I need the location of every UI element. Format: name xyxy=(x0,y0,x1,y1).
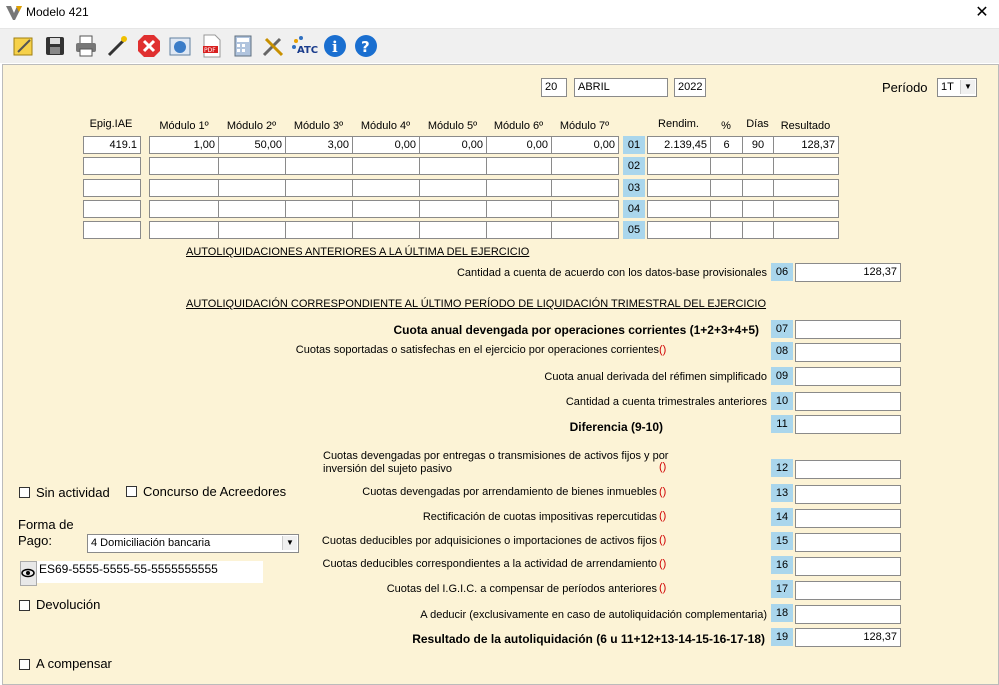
sin-actividad-label: Sin actividad xyxy=(36,485,110,500)
line-13-label: Cuotas devengadas por arrendamiento de bienes inmuebles xyxy=(362,486,657,498)
line-19-label: Resultado de la autoliquidación (6 u 11+12+13-14-15-16-17-18) xyxy=(412,632,765,646)
line-09-number: 09 xyxy=(771,367,793,385)
line-14-paren[interactable]: () xyxy=(659,510,667,522)
line-15-field[interactable] xyxy=(795,533,901,552)
window-title: Modelo 421 xyxy=(26,5,89,19)
line-16-number: 16 xyxy=(771,556,793,574)
col-resultado: Resultado xyxy=(780,120,831,132)
row-03-pct[interactable] xyxy=(710,179,743,197)
line-10-field[interactable] xyxy=(795,392,901,411)
line-15-paren[interactable]: () xyxy=(659,534,667,546)
svg-text:?: ? xyxy=(361,38,370,56)
row-01-modulo-7[interactable]: 0,00 xyxy=(551,136,619,154)
devolucion-checkbox[interactable] xyxy=(19,600,30,611)
row-05-dias[interactable] xyxy=(742,221,774,239)
row-03-rendim[interactable] xyxy=(647,179,711,197)
line-08-field[interactable] xyxy=(795,343,901,362)
line-07-label: Cuota anual devengada por operaciones corrientes (1+2+3+4+5) xyxy=(393,323,759,337)
row-05-modulo-6[interactable] xyxy=(486,221,552,239)
row-05-epig[interactable] xyxy=(83,221,141,239)
chevron-down-icon[interactable]: ▼ xyxy=(282,536,297,550)
cancel-icon[interactable] xyxy=(136,33,162,59)
col-rendim: Rendim. xyxy=(658,118,699,130)
forma-pago-label-1: Forma de xyxy=(18,517,74,532)
title-bar xyxy=(0,0,999,29)
row-03-modulo-2[interactable] xyxy=(218,179,286,197)
row-02-number: 02 xyxy=(623,157,645,175)
row-03-resultado[interactable] xyxy=(773,179,839,197)
col-modulo-5: Módulo 5º xyxy=(427,120,478,132)
line-08-number: 08 xyxy=(771,342,793,360)
row-02-pct[interactable] xyxy=(710,157,743,175)
print-icon[interactable] xyxy=(73,33,99,59)
col-pct: % xyxy=(721,120,731,132)
line-16-label: Cuotas deducibles correspondientes a la actividad de arrendamiento xyxy=(322,558,657,570)
row-01-resultado[interactable]: 128,37 xyxy=(773,136,839,154)
forma-pago-value: 4 Domiciliación bancaria xyxy=(91,537,211,549)
row-04-modulo-5[interactable] xyxy=(419,200,487,218)
forma-pago-label-2: Pago: xyxy=(18,533,52,548)
row-02-modulo-2[interactable] xyxy=(218,157,286,175)
row-04-rendim[interactable] xyxy=(647,200,711,218)
row-05-modulo-2[interactable] xyxy=(218,221,286,239)
line-17-label: Cuotas del I.G.I.C. a compensar de períodos anteriores xyxy=(386,583,657,595)
row-03-modulo-1[interactable] xyxy=(149,179,219,197)
row-01-modulo-1[interactable]: 1,00 xyxy=(149,136,219,154)
line-10-label: Cantidad a cuenta trimestrales anteriores xyxy=(565,396,767,408)
row-04-modulo-7[interactable] xyxy=(551,200,619,218)
line-19-field[interactable]: 128,37 xyxy=(795,628,901,647)
line-12-label-2: inversión del sujeto pasivo xyxy=(323,463,453,475)
section1-title: AUTOLIQUIDACIONES ANTERIORES A LA ÚLTIMA DEL EJERCICIO xyxy=(186,246,530,258)
row-05-number: 05 xyxy=(623,221,645,239)
line-18-number: 18 xyxy=(771,604,793,622)
line-09-label: Cuota anual derivada del réfimen simplificado xyxy=(544,371,767,383)
line-13-paren[interactable]: () xyxy=(659,486,667,498)
row-02-modulo-7[interactable] xyxy=(551,157,619,175)
line-14-label: Rectificación de cuotas impositivas repercutidas xyxy=(422,511,657,523)
row-04-modulo-3[interactable] xyxy=(285,200,353,218)
periodo-label: Período xyxy=(882,80,928,95)
a-compensar-checkbox[interactable] xyxy=(19,659,30,670)
chevron-down-icon[interactable]: ▼ xyxy=(960,80,975,94)
svg-text:PDF: PDF xyxy=(204,47,216,54)
row-03-modulo-5[interactable] xyxy=(419,179,487,197)
col-modulo-7: Módulo 7º xyxy=(559,120,610,132)
a-compensar-label: A compensar xyxy=(36,656,112,671)
line-08-label: Cuotas soportadas o satisfechas en el ejercicio por operaciones corrientes xyxy=(295,344,659,356)
toolbar xyxy=(0,29,999,63)
row-05-modulo-4[interactable] xyxy=(352,221,420,239)
app-logo-icon xyxy=(6,6,22,20)
col-modulo-3: Módulo 3º xyxy=(293,120,344,132)
col-modulo-6: Módulo 6º xyxy=(493,120,544,132)
col-modulo-4: Módulo 4º xyxy=(360,120,411,132)
line-08-paren[interactable]: () xyxy=(659,344,667,356)
row-01-number: 01 xyxy=(623,136,645,154)
row-01-modulo-4[interactable]: 0,00 xyxy=(352,136,420,154)
sin-actividad-checkbox[interactable] xyxy=(19,487,30,498)
line-06-number: 06 xyxy=(771,263,793,281)
line-15-label: Cuotas deducibles por adquisiciones o importaciones de activos fijos xyxy=(321,535,657,547)
eye-icon[interactable] xyxy=(20,561,37,586)
row-04-epig[interactable] xyxy=(83,200,141,218)
line-13-field[interactable] xyxy=(795,485,901,504)
help-icon[interactable] xyxy=(353,33,379,59)
row-02-dias[interactable] xyxy=(742,157,774,175)
row-05-modulo-7[interactable] xyxy=(551,221,619,239)
row-01-pct[interactable]: 6 xyxy=(710,136,743,154)
row-05-modulo-1[interactable] xyxy=(149,221,219,239)
row-05-modulo-3[interactable] xyxy=(285,221,353,239)
row-02-rendim[interactable] xyxy=(647,157,711,175)
row-05-resultado[interactable] xyxy=(773,221,839,239)
row-03-number: 03 xyxy=(623,179,645,197)
line-10-number: 10 xyxy=(771,392,793,410)
svg-text:ATC: ATC xyxy=(297,45,319,56)
col-epig: Epig.IAE xyxy=(89,118,133,130)
line-19-number: 19 xyxy=(771,628,793,646)
line-06-label: Cantidad a cuenta de acuerdo con los datos-base provisionales xyxy=(456,267,767,279)
col-dias: Días xyxy=(746,118,769,130)
row-01-modulo-2[interactable]: 50,00 xyxy=(218,136,286,154)
pdf-icon[interactable] xyxy=(198,33,224,59)
row-04-dias[interactable] xyxy=(742,200,774,218)
row-01-modulo-5[interactable]: 0,00 xyxy=(419,136,487,154)
notes-icon[interactable] xyxy=(10,33,36,59)
line-17-number: 17 xyxy=(771,580,793,598)
row-05-rendim[interactable] xyxy=(647,221,711,239)
line-09-field[interactable] xyxy=(795,367,901,386)
row-03-modulo-4[interactable] xyxy=(352,179,420,197)
atc-icon[interactable] xyxy=(290,33,320,59)
close-button[interactable]: ✕ xyxy=(975,4,989,21)
svg-text:i: i xyxy=(332,38,338,56)
iban-field[interactable]: ES69-5555-5555-55-5555555555 xyxy=(37,561,263,583)
line-17-field[interactable] xyxy=(795,581,901,600)
devolucion-label: Devolución xyxy=(36,597,101,612)
line-18-label: A deducir (exclusivamente en caso de autoliquidación complementaria) xyxy=(420,609,767,621)
forma-pago-select[interactable] xyxy=(87,534,299,553)
line-12-paren[interactable]: () xyxy=(659,461,667,473)
col-modulo-1: Módulo 1º xyxy=(159,120,209,132)
row-01-modulo-3[interactable]: 3,00 xyxy=(285,136,353,154)
row-03-modulo-7[interactable] xyxy=(551,179,619,197)
line-11-number: 11 xyxy=(771,415,793,433)
line-17-paren[interactable]: () xyxy=(659,582,667,594)
line-12-field[interactable] xyxy=(795,460,901,479)
row-02-modulo-4[interactable] xyxy=(352,157,420,175)
row-04-modulo-2[interactable] xyxy=(218,200,286,218)
row-05-pct[interactable] xyxy=(710,221,743,239)
line-12-number: 12 xyxy=(771,459,793,477)
line-11-field[interactable] xyxy=(795,415,901,434)
row-02-modulo-5[interactable] xyxy=(419,157,487,175)
line-14-number: 14 xyxy=(771,508,793,526)
row-02-epig[interactable] xyxy=(83,157,141,175)
row-04-modulo-6[interactable] xyxy=(486,200,552,218)
row-02-modulo-6[interactable] xyxy=(486,157,552,175)
row-05-modulo-5[interactable] xyxy=(419,221,487,239)
row-04-modulo-1[interactable] xyxy=(149,200,219,218)
periodo-select[interactable] xyxy=(937,78,977,97)
row-01-dias[interactable]: 90 xyxy=(742,136,774,154)
line-07-field[interactable] xyxy=(795,320,901,339)
row-02-resultado[interactable] xyxy=(773,157,839,175)
line-16-field[interactable] xyxy=(795,557,901,576)
line-12-label-1: Cuotas devengadas por entregas o transmisiones de activos fijos y por xyxy=(323,450,669,462)
row-03-modulo-3[interactable] xyxy=(285,179,353,197)
line-06-field[interactable]: 128,37 xyxy=(795,263,901,282)
row-01-rendim[interactable]: 2.139,45 xyxy=(647,136,711,154)
line-18-field[interactable] xyxy=(795,605,901,624)
wand-icon[interactable] xyxy=(104,33,130,59)
calculator-icon[interactable] xyxy=(230,33,256,59)
tools-icon[interactable] xyxy=(260,33,286,59)
row-03-epig[interactable] xyxy=(83,179,141,197)
row-04-pct[interactable] xyxy=(710,200,743,218)
row-04-modulo-4[interactable] xyxy=(352,200,420,218)
row-03-modulo-6[interactable] xyxy=(486,179,552,197)
row-04-resultado[interactable] xyxy=(773,200,839,218)
line-15-number: 15 xyxy=(771,532,793,550)
info-icon[interactable] xyxy=(322,33,348,59)
col-modulo-2: Módulo 2º xyxy=(226,120,277,132)
periodo-value: 1T xyxy=(941,81,954,93)
line-07-number: 07 xyxy=(771,320,793,338)
line-16-paren[interactable]: () xyxy=(659,558,667,570)
section2-title: AUTOLIQUIDACIÓN CORRESPONDIENTE AL ÚLTIMO PERÍODO DE LIQUIDACIÓN TRIMESTRAL DEL EJERCICIO xyxy=(186,298,767,310)
row-02-modulo-1[interactable] xyxy=(149,157,219,175)
month-field[interactable]: ABRIL xyxy=(574,78,668,97)
line-11-label: Diferencia (9-10) xyxy=(569,420,663,434)
year-field[interactable]: 2022 xyxy=(674,78,706,97)
save-icon[interactable] xyxy=(42,33,68,59)
web-icon[interactable] xyxy=(167,33,193,59)
row-03-dias[interactable] xyxy=(742,179,774,197)
concurso-label: Concurso de Acreedores xyxy=(143,484,287,499)
row-04-number: 04 xyxy=(623,200,645,218)
concurso-checkbox[interactable] xyxy=(126,486,137,497)
line-14-field[interactable] xyxy=(795,509,901,528)
row-01-epig[interactable]: 419.1 xyxy=(83,136,141,154)
row-01-modulo-6[interactable]: 0,00 xyxy=(486,136,552,154)
day-field[interactable]: 20 xyxy=(541,78,567,97)
line-13-number: 13 xyxy=(771,484,793,502)
row-02-modulo-3[interactable] xyxy=(285,157,353,175)
